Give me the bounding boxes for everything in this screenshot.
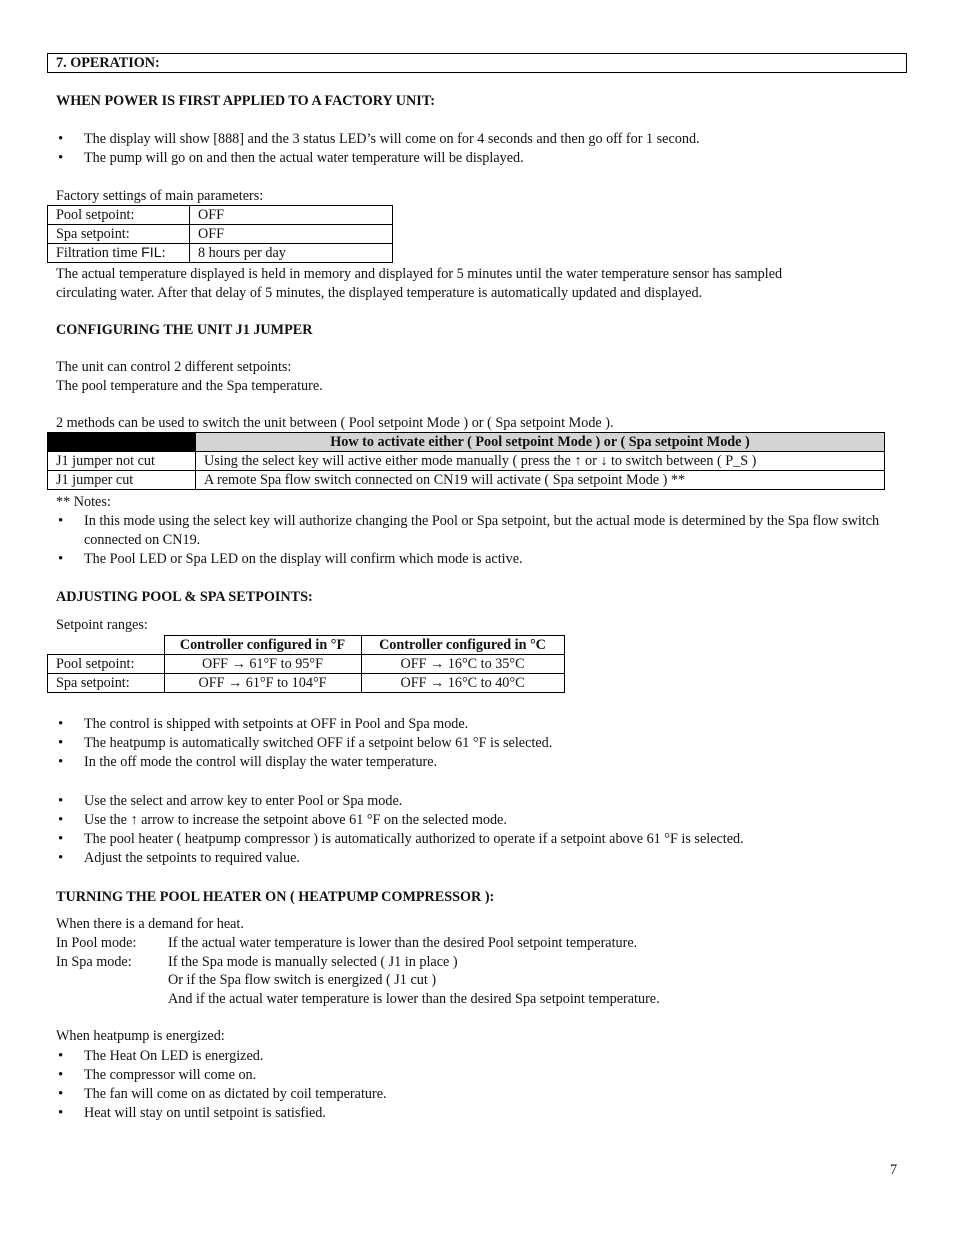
table-row [48, 225, 393, 244]
table-cell-label: Pool setpoint: [48, 206, 190, 225]
ranges-caption: Setpoint ranges: [56, 617, 148, 633]
spa-mode-line: And if the actual water temperature is lower than the desired Spa setpoint temperature. [168, 991, 660, 1007]
table-cell-label: J1 jumper not cut [48, 452, 196, 471]
table-cell-label: Pool setpoint: [48, 655, 165, 674]
list-item: • In this mode using the select key will authorize changing the Pool or Spa setpoint, but the actual mode is determined by the Spa flow switch connected on CN19. [56, 512, 896, 550]
pool-mode-label: In Pool mode: [56, 935, 137, 951]
table-cell-label [48, 244, 190, 263]
table-cell-value: 8 hours per day [190, 244, 393, 263]
table-row [48, 471, 885, 490]
section-title: 7. OPERATION: [56, 55, 160, 71]
heater-heading: TURNING THE POOL HEATER ON ( HEATPUMP COMPRESSOR ): [56, 889, 495, 905]
methods-table-header: How to activate either ( Pool setpoint Mode ) or ( Spa setpoint Mode ) [196, 433, 885, 452]
list-item: • In the off mode the control will display the water temperature. [56, 753, 896, 772]
setpoint-ranges-table [47, 635, 565, 693]
filtration-suffix: : [161, 245, 166, 261]
table-header-blank-cell [48, 636, 165, 655]
table-row [48, 655, 565, 674]
list-item: • The pool heater ( heatpump compressor ) is automatically authorized to operate if a setpoint above 61 °F is selected. [56, 830, 896, 849]
energized-bullet-list [56, 1047, 896, 1123]
list-item: • The display will show [888] and the 3 status LED’s will come on for 4 seconds and then go off for 1 second. [56, 130, 896, 149]
list-item: • The control is shipped with setpoints at OFF in Pool and Spa mode. [56, 715, 896, 734]
factory-note-line-2: circulating water. After that delay of 5 minutes, the displayed temperature is automatically updated and displayed. [56, 285, 703, 301]
table-cell-f: OFF → 61°F to 95°F [164, 655, 361, 674]
list-item: • The Pool LED or Spa LED on the display will confirm which mode is active. [56, 550, 896, 569]
factory-note-line-1: The actual temperature displayed is held in memory and displayed for 5 minutes until the water temperature sensor has sampled [56, 266, 783, 282]
jumper-intro-line-1: The unit can control 2 different setpoints: [56, 359, 292, 375]
spa-mode-line: If the Spa mode is manually selected ( J1 in place ) [168, 954, 458, 970]
adjust-heading: ADJUSTING POOL & SPA SETPOINTS: [56, 589, 313, 605]
pool-mode-text: If the actual water temperature is lower than the desired Pool setpoint temperature. [168, 935, 638, 951]
filtration-label: Filtration time [56, 245, 142, 261]
table-cell-value: OFF [190, 206, 393, 225]
adjust-bullet-list-1 [56, 715, 896, 772]
table-row [48, 674, 565, 693]
table-header-blank-cell [48, 433, 196, 452]
methods-table [47, 432, 885, 490]
filtration-code: FIL [141, 245, 162, 261]
table-cell-c: OFF → 16°C to 35°C [361, 655, 564, 674]
table-cell-value: OFF [190, 225, 393, 244]
page-number: 7 [890, 1162, 898, 1178]
table-cell-label: J1 jumper cut [48, 471, 196, 490]
jumper-intro-line-2: The pool temperature and the Spa temperature. [56, 378, 323, 394]
table-cell-f: OFF → 61°F to 104°F [164, 674, 361, 693]
list-item: • The Heat On LED is energized. [56, 1047, 896, 1066]
table-cell-value: A remote Spa flow switch connected on CN19 will activate ( Spa setpoint Mode ) ** [196, 471, 885, 490]
list-item: • The heatpump is automatically switched OFF if a setpoint below 61 °F is selected. [56, 734, 896, 753]
table-row [48, 452, 885, 471]
table-header-row [48, 433, 885, 452]
table-row [48, 206, 393, 225]
notes-bullet-list [56, 512, 896, 569]
adjust-bullet-list-2 [56, 792, 896, 868]
notes-label: ** Notes: [56, 494, 111, 510]
table-header-row [48, 636, 565, 655]
section-header-box [47, 53, 907, 73]
spa-mode-line: Or if the Spa flow switch is energized ( J1 cut ) [168, 972, 437, 988]
list-item: • Adjust the setpoints to required value. [56, 849, 896, 868]
factory-settings-table [47, 205, 393, 263]
list-item: • Heat will stay on until setpoint is satisfied. [56, 1104, 896, 1123]
power-bullet-list [56, 130, 896, 168]
table-cell-label: Spa setpoint: [48, 674, 165, 693]
table-cell-value: Using the select key will active either mode manually ( press the ↑ or ↓ to switch between ( P_S ) [196, 452, 885, 471]
table-cell-label: Spa setpoint: [48, 225, 190, 244]
table-cell-c: OFF → 16°C to 40°C [361, 674, 564, 693]
demand-line: When there is a demand for heat. [56, 916, 244, 932]
power-heading: WHEN POWER IS FIRST APPLIED TO A FACTORY UNIT: [56, 93, 435, 109]
list-item: • The compressor will come on. [56, 1066, 896, 1085]
list-item: • The fan will come on as dictated by coil temperature. [56, 1085, 896, 1104]
table-row [48, 244, 393, 263]
energized-caption: When heatpump is energized: [56, 1028, 225, 1044]
jumper-heading: CONFIGURING THE UNIT J1 JUMPER [56, 322, 313, 338]
list-item: • Use the ↑ arrow to increase the setpoint above 61 °F on the selected mode. [56, 811, 896, 830]
header-fahrenheit: Controller configured in °F [164, 636, 361, 655]
header-celsius: Controller configured in °C [361, 636, 564, 655]
methods-caption: 2 methods can be used to switch the unit between ( Pool setpoint Mode ) or ( Spa setpoint Mode ). [56, 415, 614, 431]
list-item: • Use the select and arrow key to enter Pool or Spa mode. [56, 792, 896, 811]
spa-mode-label: In Spa mode: [56, 954, 132, 970]
factory-caption: Factory settings of main parameters: [56, 188, 264, 204]
list-item: • The pump will go on and then the actual water temperature will be displayed. [56, 149, 896, 168]
